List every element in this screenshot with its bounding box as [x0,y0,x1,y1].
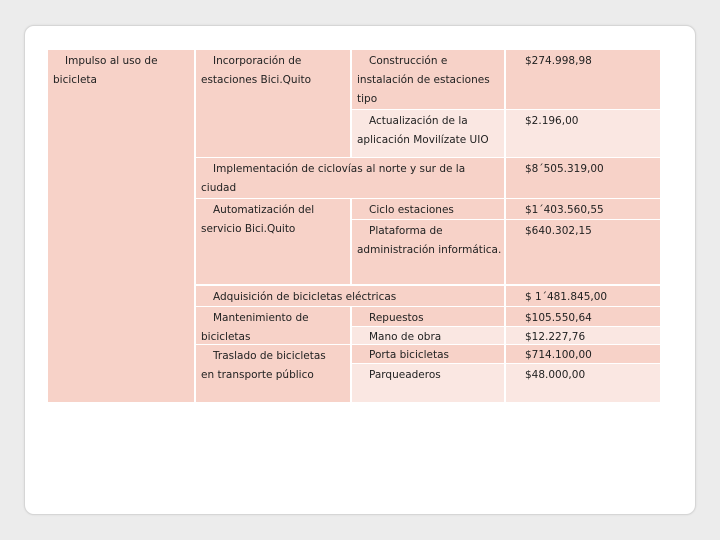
component-text: administración informática. [357,244,502,256]
amount-text: $714.100,00 [525,349,592,361]
program-word: Impulso [65,55,107,67]
amount-cell [506,307,660,326]
project-text: Mantenimiento [213,312,293,324]
component-text: Ciclo estaciones [369,204,454,216]
component-text: la [458,115,468,127]
component-cell [352,50,504,109]
component-cell [352,345,504,363]
project-text: bicicletas [201,331,251,343]
project-text: Implementación de ciclovías al norte y sur de la [213,163,466,175]
amount-cell [506,364,660,402]
amount-cell [506,158,660,198]
amount-text: $ 1´481.845,00 [525,291,608,303]
project-text: servicio Bici.Quito [201,223,296,235]
amount-text: $2.196,00 [525,115,579,127]
component-text: Plataforma [369,225,427,237]
project-text: Automatización [213,204,295,216]
component-cell [352,110,504,157]
amount-text: $274.998,98 [525,55,592,67]
project-text: ciudad [201,182,237,194]
component-text: Construcción [369,55,438,67]
component-text: instalación de estaciones [357,74,490,86]
amount-text: $8´505.319,00 [525,163,604,175]
project-text: de [295,312,309,324]
component-text: Porta bicicletas [369,349,450,361]
amount-cell [506,110,660,157]
amount-text: $12.227,76 [525,331,586,343]
project-text: del [298,204,315,216]
component-text: tipo [357,93,378,105]
amount-cell [506,345,660,363]
program-word: al [109,55,120,67]
component-text: Actualización [369,115,439,127]
project-text: Adquisición de bicicletas eléctricas [213,291,397,303]
project-cell [196,307,350,344]
component-text: Repuestos [369,312,424,324]
project-text: estaciones Bici.Quito [201,74,312,86]
amount-text: $105.550,64 [525,312,592,324]
component-text: Parqueaderos [369,369,441,381]
amount-text: $1´403.560,55 [525,204,604,216]
project-cell [196,158,504,198]
project-cell [196,345,350,402]
project-cell [196,50,350,157]
component-cell [352,199,504,219]
program-word: bicicleta [53,74,97,86]
project-text: Incorporación [213,55,285,67]
project-cell [196,286,504,306]
amount-cell [506,199,660,219]
component-cell [352,364,504,402]
component-text: aplicación Movilízate UIO [357,134,489,146]
component-cell [352,327,504,344]
program-word: uso [122,55,142,67]
program-word: de [144,55,158,67]
amount-cell [506,220,660,284]
amount-text: $48.000,00 [525,369,586,381]
component-text: de [441,115,455,127]
project-text: Traslado de bicicletas [213,350,326,362]
project-text: en transporte público [201,369,314,381]
project-text: de [288,55,302,67]
amount-text: $640.302,15 [525,225,592,237]
amount-cell [506,286,660,306]
amount-cell [506,50,660,109]
amount-cell [506,327,660,344]
component-cell [352,220,504,284]
component-text: de [429,225,443,237]
component-text: e [440,55,448,67]
component-cell [352,307,504,326]
program-cell [48,50,194,402]
component-text: Mano de obra [369,331,442,343]
project-cell [196,199,350,284]
